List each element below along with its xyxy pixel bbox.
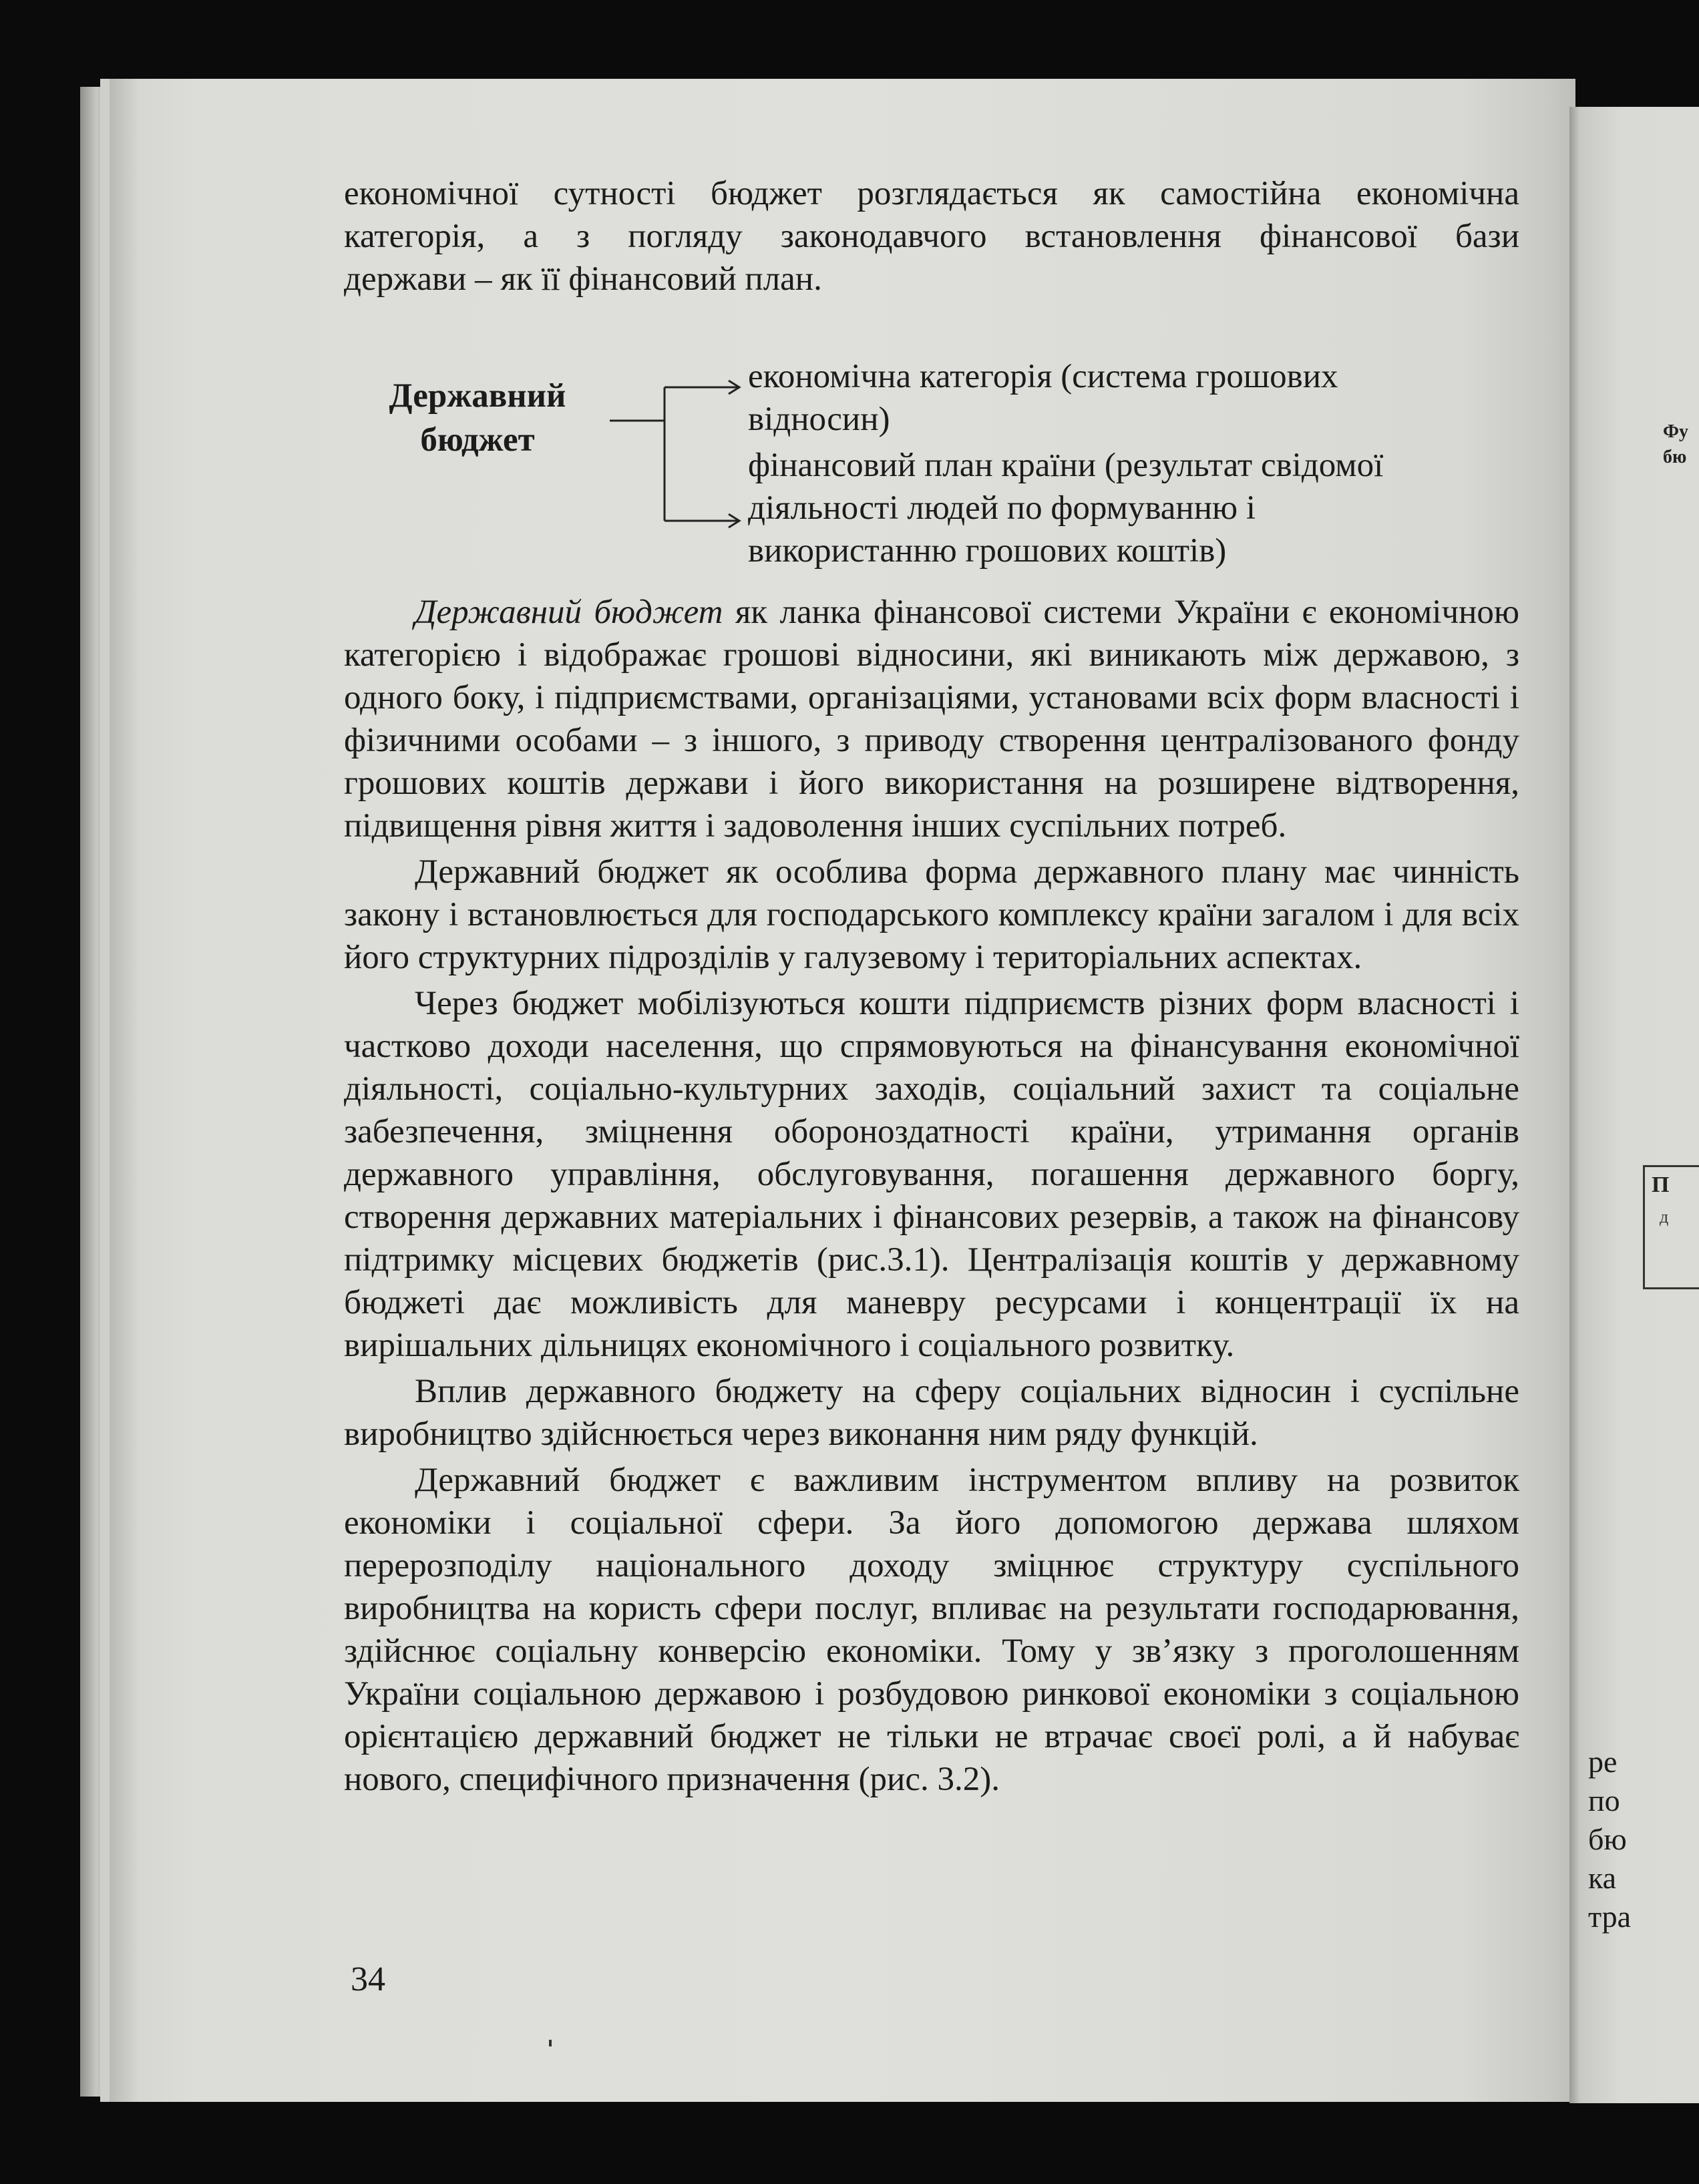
right-page-bottom-text: ре по бю ка тра — [1588, 1745, 1632, 1934]
term-italic: Державний бюджет — [415, 594, 723, 631]
diagram-branch-financial: фінансовий план країни (результат свідомої діяльності людей по формуванню і використанню грошових коштів) — [748, 447, 1384, 570]
page-number: 34 — [351, 1960, 385, 1998]
intro-line: категорія, а з погляду законодавчого встановлення фінансової бази — [344, 218, 1519, 255]
ink-mark — [549, 2040, 552, 2046]
intro-text — [344, 172, 1519, 300]
right-page-box: П д — [1643, 1165, 1699, 1289]
diagram-branch-economic: економічна категорія (система грошових відносин) — [748, 358, 1338, 438]
intro-line: економічної сутності бюджет розглядається як самостійна економічна — [344, 175, 1519, 212]
diagram-root-label: Державний бюджет — [389, 377, 566, 459]
paragraph: Вплив державного бюджету на сферу соціальних відносин і суспільне виробництво здійснюється через виконання ним ряду функцій. — [344, 1373, 1519, 1453]
paragraph: Державний бюджет як ланка фінансової системи України є економічною категорією і відображає грошові відносини, які виникають між державою, з одного боку, і підприємствами, організаціями, установами всіх форм власності і фізичними особами – з іншого, з приводу створення централізованого фонду грошових коштів держави і його використання на розширене відтворення, підвищення рівня життя і задоволення інших суспільних потреб. — [344, 594, 1519, 845]
body-text — [344, 591, 1519, 1801]
budget-diagram — [344, 358, 1519, 574]
paragraph: Державний бюджет як особлива форма державного плану має чинність закону і встановлюється для господарського комплексу країни загалом і для всіх його структурних підрозділів у галузевому і територіальних аспектах. — [344, 853, 1519, 976]
intro-line: держави – як її фінансовий план. — [344, 260, 822, 298]
paragraph: Через бюджет мобілізуються кошти підприємств різних форм власності і частково доходи населення, що спрямовуються на фінансування економічної діяльності, соціально-культурних заходів, соціальний захист та соціальне забезпечення, зміцнення обороноздатності країни, утримання органів державного управління, обслуговування, погашення державного боргу, створення державних матеріальних і фінансових резервів, а також на фінансову підтримку місцевих бюджетів (рис.3.1). Централізація коштів у державному бюджеті дає можливість для маневру ресурсами і концентрації їх на вирішальних дільницях економічного і соціального розвитку. — [344, 985, 1519, 1364]
paragraph: Державний бюджет є важливим інструментом впливу на розвиток економіки і соціальної сфери. За його допомогою держава шляхом перерозподілу національного доходу зміцнює структуру суспільного виробництва на користь сфери послуг, впливає на результати господарювання, здійснює соціальну конверсію економіки. Тому у зв’язку з проголошенням України соціальною державою і розбудовою ринкової економіки з соціальною орієнтацією державний бюджет не тільки не втрачає своєї ролі, а й набуває нового, специфічного призначення (рис. 3.2). — [344, 1462, 1519, 1798]
right-page-heading: Фу бю — [1663, 421, 1689, 467]
